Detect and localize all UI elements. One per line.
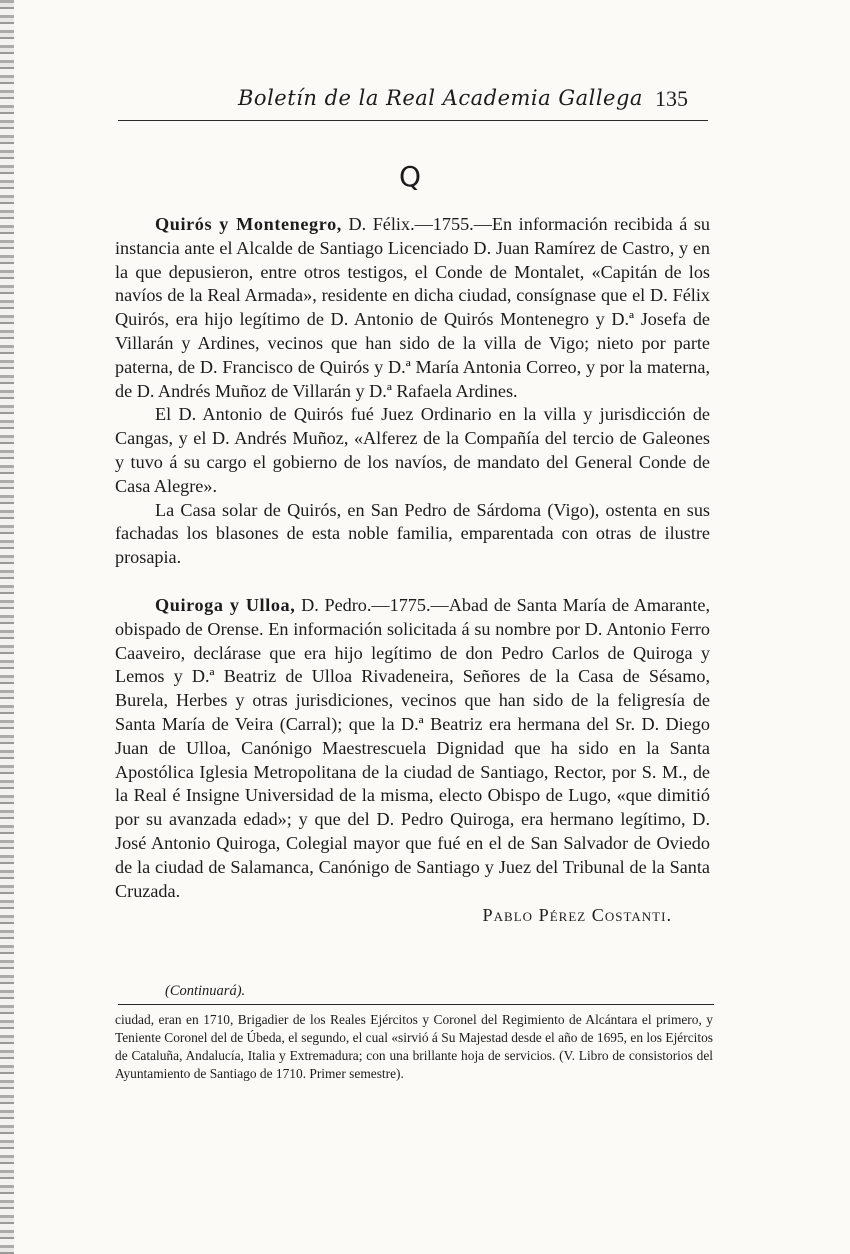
- continuation-note: (Continuará).: [165, 983, 246, 999]
- entry-name: Quiroga y Ulloa,: [155, 594, 296, 615]
- running-head: Boletín de la Real Academia Gallega: [238, 86, 643, 110]
- footnote-text: ciudad, eran en 1710, Brigadier de los Reales Ejércitos y Coronel del Regimiento de Alcántara el primero, y Teniente Coronel del de Úbeda, el segundo, el cual «sirvió á Su Majestad desde el año de 1695, en los Ejércitos de Cataluña, Andalucía, Italia y Extremadura; con una brillante hoja de servicios. (V. Libro de consistorios del Ayuntamiento de Santiago de 1710. Primer semestre).: [115, 1012, 713, 1081]
- entry-paragraph: [115, 594, 710, 903]
- footnote: [115, 1011, 713, 1083]
- entry-paragraph: El D. Antonio de Quirós fué Juez Ordinario en la villa y jurisdicción de Cangas, y el D. Andrés Muñoz, «Alferez de la Compañía del tercio de Galeones y tuvo á su cargo el gobierno de los navíos, de mandato del General Conde de Casa Alegre».: [115, 404, 710, 496]
- page-number: 135: [655, 86, 688, 111]
- entry-paragraph: [115, 213, 710, 403]
- article-body: [115, 213, 710, 928]
- entry-text: D. Pedro.—1775.—Abad de Santa María de Amarante, obispado de Orense. En información solicitada á su nombre por D. Antonio Ferro Caaveiro, declárase que era hijo legítimo de don Pedro Carlos de Quiroga y Lemos y D.ª Beatriz de Ulloa Rivadeneira, Señores de la Casa de Sésamo, Burela, Herbes y otras jurisdiciones, vecinos que han sido de la feligresía de Santa María de Veira (Carral); que la D.ª Beatriz era hermana del Sr. D. Diego Juan de Ulloa, Canónigo Maestrescuela Dignidad que ha sido en la Santa Apostólica Iglesia Metropolitana de la ciudad de Santiago, Rector, por S. M., de la Real é Insigne Universidad de la misma, electo Obispo de Lugo, «que dimitió por su avanzada edad»; y que del D. Pedro Quiroga, era hermano legítimo, D. José Antonio Quiroga, Colegial mayor que fué en el de San Salvador de Oviedo de la ciudad de Salamanca, Canónigo de Santiago y Juez del Tribunal de la Santa Cruzada.: [115, 594, 710, 901]
- page-header: [118, 80, 708, 121]
- footnote-rule: [118, 1004, 714, 1005]
- entry-name: Quirós y Montenegro,: [155, 214, 342, 234]
- author-signature: Pablo Pérez Costanti.: [482, 905, 672, 926]
- section-letter: Q: [398, 160, 422, 193]
- scanned-page-edge: [0, 0, 14, 1254]
- entry-paragraph: La Casa solar de Quirós, en San Pedro de Sárdoma (Vigo), ostenta en sus fachadas los blasones de esta noble familia, emparentada con otras de ilustre prosapia.: [115, 499, 710, 568]
- entry-text: D. Félix.—1755.—En información recibida á su instancia ante el Alcalde de Santiago Licenciado D. Juan Ramírez de Castro, y en la que depusieron, entre otros testigos, el Conde de Montalet, «Capitán de los navíos de la Real Armada», residente en dicha ciudad, consígnase que el D. Félix Quirós, era hijo legítimo de D. Antonio de Quirós Montenegro y D.ª Josefa de Villarán y Ardines, vecinos que han sido de la villa de Vigo; nieto por parte paterna, de D. Francisco de Quirós y D.ª María Antonia Correo, y por la materna, de D. Andrés Muñoz de Villarán y D.ª Rafaela Ardines.: [115, 214, 710, 401]
